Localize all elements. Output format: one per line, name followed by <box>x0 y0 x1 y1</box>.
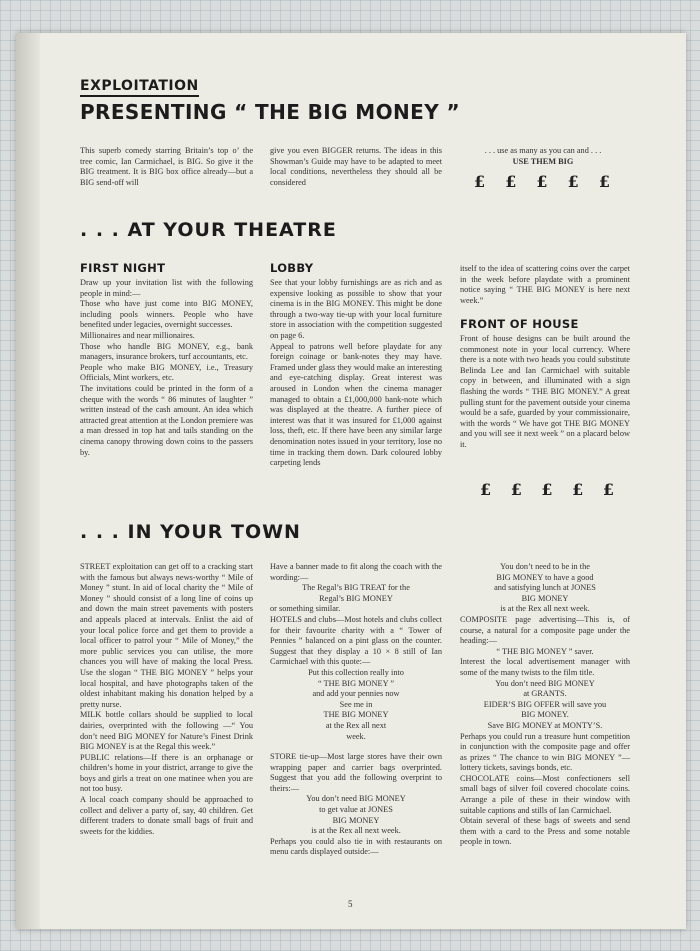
overprint-line: BIG MONEY <box>332 815 380 825</box>
banner-line: The Regal’s BIG TREAT for the <box>302 583 410 593</box>
intro-use-them-big: USE THEM BIG <box>512 156 574 166</box>
press-para: Obtain several of these bags of sweets and send them with a card to the Press and some notable people in town. <box>460 816 630 847</box>
page-number: 5 <box>348 899 353 909</box>
front-of-house-column <box>460 334 630 451</box>
overprint-line: to get value at JONES <box>319 805 393 815</box>
menu-line: and satisfying lunch at JONES <box>494 583 596 593</box>
town-para-coach: A local coach company should be approached to collect and deliver a party of, say, 40 children. Get different traders to donate small bags of fruit and sweets for the kiddies. <box>80 795 253 836</box>
composite-heading: “ THE BIG MONEY ” saver. <box>496 646 594 656</box>
intro-text-1: This superb comedy starring Britain’s top o’ the tree comic, Ian Carmichael, is BIG. So give it the BIG treatment. It is BIG box office already—but a BIG send-off will <box>80 146 253 187</box>
lobby-continued-column <box>460 264 630 306</box>
pound-sign: £ <box>474 172 486 191</box>
page-title: PRESENTING “ THE BIG MONEY ” <box>80 100 460 124</box>
town-col-3 <box>460 562 630 848</box>
section-heading-town: . . . IN YOUR TOWN <box>80 521 301 543</box>
first-night-para: Those who handle BIG MONEY, e.g., bank managers, insurance brokers, turf accountants, etc. <box>80 341 253 362</box>
composite-para: COMPOSITE page advertising—This is, of course, a natural for a composite page under the heading:— <box>460 614 630 646</box>
pound-sign: £ <box>510 480 522 499</box>
first-night-heading: FIRST NIGHT <box>80 261 166 275</box>
pound-sign: £ <box>567 172 579 191</box>
quote-line: See me in <box>339 699 373 709</box>
treasure-hunt-para: Perhaps you could run a treasure hunt competition in conjunction with the composite page and offer as prizes “ The chance to win BIG MONEY ”—lottery tickets, savings bonds, etc. <box>460 731 630 773</box>
store-para: STORE tie-up—Most large stores have their own wrapping paper and carrier bags overprinted. Suggest that you add the following overprint to theirs:— <box>270 752 442 793</box>
pound-sign: £ <box>541 480 553 499</box>
first-night-para: Draw up your invitation list with the following people in mind:— <box>80 278 253 298</box>
lobby-column <box>270 278 442 469</box>
lobby-para: Appeal to patrons well before playdate for any foreign coinage or bank-notes they may have. Framed under glass they would make an interesting and eye-catching display. Great interest was aroused in London when the cinema manager managed to obtain a £1,000,000 bank-note which was displayed at the theatre. A further piece of interest was that it was insured for £1,000 against loss, theft, etc. If there have been any similar large denomination notes issued in your territory, lose no time in tracking them down. Dark coloured lobby carpeting lends <box>270 341 442 468</box>
banner-intro: Have a banner made to fit along the coach with the wording:— <box>270 562 442 582</box>
first-night-para: People who make BIG MONEY, i.e., Treasury Officials, Mint workers, etc. <box>80 362 253 383</box>
first-night-para: Those who have just come into BIG MONEY, including pools winners. People who have benefited under legacies, overnight successes. <box>80 299 253 330</box>
restaurant-para: Perhaps you could also tie in with restaurants on menu cards displayed outside:— <box>270 836 442 857</box>
pound-signs-row-1 <box>474 172 610 191</box>
intro-col-3 <box>458 146 628 167</box>
twist-line: You don’t need BIG MONEY <box>495 678 595 688</box>
intro-col-2 <box>270 146 442 188</box>
quote-line: THE BIG MONEY <box>323 710 389 720</box>
quote-line: and add your pennies now <box>312 689 400 699</box>
pound-sign: £ <box>505 172 517 191</box>
quote-line: at the Rex all next <box>325 720 387 730</box>
town-para-milk: MILK bottle collars should be supplied to local dairies, overprinted with the following —“ You don’t need BIG MONEY for Nature’s Finest Drink BIG MONEY is at the Regal this week.” <box>80 710 253 752</box>
overprint-line: You don’t need BIG MONEY <box>306 794 406 804</box>
banner-outro: or something similar. <box>270 604 341 614</box>
first-night-para: The invitations could be printed in the form of a cheque with the words “ 86 minutes of laughter ” written instead of the cash amount. An idea which attracted great attention at the London premiere was a man dressed in top hat and tails standing on the cinema canopy throwing down coins to the passers by. <box>80 383 254 457</box>
menu-line: BIG MONEY to have a good <box>496 572 594 582</box>
chocolate-para: CHOCOLATE coins—Most confectioners sell small bags of silver foil covered chocolate coins. Arrange a pile of these in their window with suitable captions and stills of Ian Carmichael. <box>460 773 630 815</box>
interest-para: Interest the local advertisement manager with some of the many twists to the film title. <box>460 657 630 677</box>
page-gutter <box>16 33 40 929</box>
menu-line: You don’t need to be in the <box>500 562 590 571</box>
quote-line: week. <box>346 731 366 741</box>
town-para-street: STREET exploitation can get off to a cracking start with the famous but always news-worthy “ Mile of Money ” stunt. In aid of local charity the “ Mile of Money ” should consist of a long line of coins up and down the main street pavements with posters and appeals placed at intervals. Enlist the aid of your local police force and get them to provide a local officer to patrol your “ Mile of Money,” the more public services you can utilise, the more chances you will have of making the local Press. Use the slogan “ THE BIG MONEY ” helps your local hospital, and have photographs taken of the oldest inhabitant making his donation helped by a pretty nurse. <box>80 562 253 709</box>
intro-col-1 <box>80 146 253 188</box>
section-heading-theatre: . . . AT YOUR THEATRE <box>80 219 337 241</box>
twist-line: at GRANTS. <box>523 689 567 699</box>
banner-line: Regal’s BIG MONEY <box>319 593 393 603</box>
overprint-line: is at the Rex all next week. <box>311 826 401 836</box>
menu-line: is at the Rex all next week. <box>500 604 590 614</box>
pound-sign: £ <box>536 172 548 191</box>
town-col-2 <box>270 562 442 858</box>
first-night-para: Millionaires and near millionaires. <box>80 330 195 340</box>
lobby-continued-text: itself to the idea of scattering coins over the carpet in the week before playdate with a prominent notice saying “ THE BIG MONEY is here next week.” <box>460 264 630 305</box>
intro-text-2: give you even BIGGER returns. The ideas in this Showman’s Guide may have to be adapted to meet local conditions, nevertheless they should all be considered <box>270 146 442 187</box>
kicker-heading: EXPLOITATION <box>80 78 199 97</box>
pound-sign: £ <box>598 172 610 191</box>
town-col-1 <box>80 562 253 837</box>
quote-line: “ THE BIG MONEY ” <box>317 678 395 688</box>
hotels-para: HOTELS and clubs—Most hotels and clubs collect for their favourite charity with a “ Tower of Pennies ” balanced on a pint glass on the counter. Suggest that they display a 10 × 8 still of Ian Carmichael with this quote:— <box>270 614 442 667</box>
lobby-para: See that your lobby furnishings are as rich and as expensive looking as possible to show that your cinema is in the BIG MONEY. This might be done through a two-way tie-up with your local furniture store in association with the competition suggested on page 6. <box>270 278 442 340</box>
lobby-heading: LOBBY <box>270 261 314 275</box>
front-of-house-heading: FRONT OF HOUSE <box>460 317 579 331</box>
pound-sign: £ <box>480 480 492 499</box>
intro-tagline: . . . use as many as you can and . . . <box>484 146 602 155</box>
first-night-column <box>80 278 253 458</box>
front-of-house-para: Front of house designs can be built around the commonest note in your local currency. Where there is a note with two heads you could substitute Belinda Lee and Ian Carmichael with suitable copy in between, and illuminated with a sign flashing the words “ THE BIG MONEY.” A great pulling stunt for the pavement outside your cinema would be a safe, guarded by your commissionaire, with the words “ We have got THE BIG MONEY and you will see it next week ” on a placard below it. <box>460 334 630 449</box>
twist-line: EIDER’S BIG OFFER will save you <box>483 699 607 709</box>
pound-signs-row-2 <box>480 480 614 499</box>
pound-sign: £ <box>602 480 614 499</box>
town-para-public: PUBLIC relations—If there is an orphanage or children’s home in your district, arrange to give the boys and girls a treat on one matinee when you are not too busy. <box>80 752 253 794</box>
menu-line: BIG MONEY <box>521 593 569 603</box>
twist-line: Save BIG MONEY at MONTY’S. <box>487 720 603 730</box>
quote-line: Put this collection really into <box>308 667 404 677</box>
twist-line: BIG MONEY. <box>521 710 569 720</box>
pound-sign: £ <box>572 480 584 499</box>
